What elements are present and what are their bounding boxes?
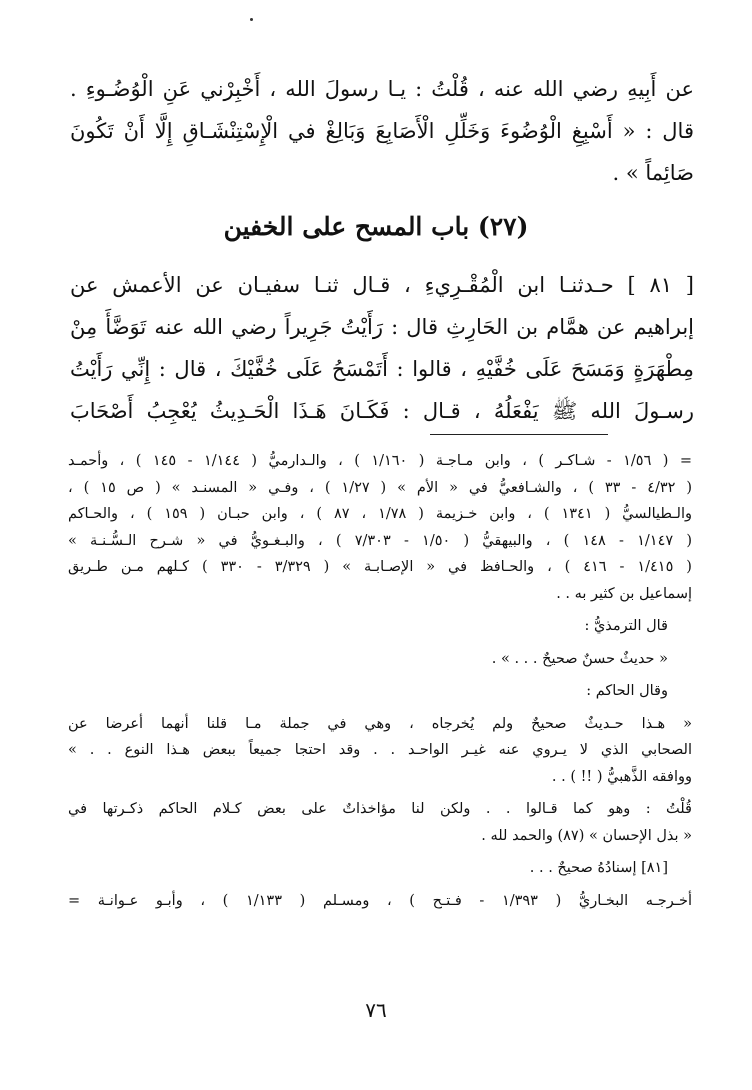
- page-speck: [250, 18, 253, 21]
- text-line: [ ٨١ ] حـدثنـا ابن الْمُقْـرِيءِ ، قـال ثنـا سفيـان عن الأعمش عن: [70, 273, 694, 297]
- text-line: عن أَبِيهِ رضي الله عنه ، قُلْتُ : يـا رسولَ الله ، أَخْبِرْني عَنِ الْوُضُـوءِ .: [70, 77, 694, 101]
- footnote-line: الصحابي الذي لا يـروي عنه غيـر الواحـد . . وقد احتجا جميعاً ببعض هـذا النوع . . »: [68, 742, 692, 758]
- footnote-line: قُلْتُ : وهو كما قـالوا . . ولكن لنا مؤاخذاتٌ على بعض كـلام الحاكم ذكـرتها في: [68, 801, 692, 817]
- footnote-line: ( ١/١٤٧ - ١٤٨ ) ، والبيهقيُّ ( ١/٥٠ - ٧/٣٠٣ ) ، والبـغـويُّ في « شـرح الـسُّـنـة »: [68, 532, 692, 549]
- footnote-line: = ( ١/٥٦ - شـاكـر ) ، وابن مـاجـة ( ١/١٦٠ ) ، والـدارميُّ ( ١/١٤٤ - ١٤٥ ) ، وأحمـد: [68, 453, 693, 469]
- chapter-heading: (٢٧) باب المسح على الخفين: [223, 212, 529, 241]
- text-line: مِطْهَرَةٍ وَمَسَحَ عَلَى خُفَّيْهِ ، قالوا : أَتَمْسَحُ عَلَى خُفَّيْكَ ، قال : إِنِّي رَأَيْتُ: [70, 357, 694, 381]
- hadith-text: [70, 264, 694, 432]
- footnote-line: والـطيالسيُّ ( ١٣٤١ ) ، وابن خـزيمة ( ١/٧٨ ، ٨٧ ) ، وابن حبـان ( ١٥٩ ) ، والحـاكم: [68, 506, 692, 522]
- footnote-separator: [430, 434, 608, 435]
- footnotes: [68, 448, 692, 914]
- footnote-line: « بذل الإحسان » (٨٧) والحمد لله .: [481, 827, 692, 844]
- text-line: قال : « أَسْبِغِ الْوُضُوءَ وَخَلِّلِ الْأَصَابِعَ وَبَالِغْ في الْإِسْتِنْشَـاقِ إِلَّا أَنْ تَكُونَ: [70, 119, 694, 143]
- footnote-line: قال الترمذيُّ :: [584, 618, 668, 634]
- text-line: رسـولَ الله ﷺ يَفْعَلُهُ ، قـال : فَكَـانَ هَـذَا الْحَـدِيثُ يُعْجِبُ أَصْحَابَ: [70, 399, 694, 423]
- footnote-line: أخـرجـه البخـاريُّ ( ١/٣٩٣ - فـتـح ) ، ومسـلم ( ١/١٣٣ ) ، وأبـو عـوانـة =: [68, 892, 692, 909]
- text-line: إبراهيم عن همَّام بن الحَارِثِ قال : رَأَيْتُ جَرِيراً رضي الله عنه تَوَضَّأَ مِنْ: [70, 315, 694, 339]
- footnote-line: « هـذا حـديثٌ صحيحٌ ولم يُخرجاه ، وهي في جملة مـا قلنا أنهما أعرضا عن: [68, 715, 692, 732]
- previous-hadith-text: [70, 68, 694, 194]
- footnote-line: ووافقه الذَّهبيُّ ( !! ) . .: [551, 768, 692, 785]
- footnote-line: [٨١] إسنادُهُ صحيحٌ . . .: [529, 860, 668, 876]
- footnote-line: وقال الحاكم :: [586, 683, 668, 699]
- footnote-line: ( ٤/٣٢ - ٣٣ ) ، والشـافعيُّ في « الأم » ( ١/٢٧ ) ، وفـي « المسنـد » ( ص ١٥ ) ،: [68, 479, 692, 496]
- footnote-line: « حديثٌ حسنٌ صحيحٌ . . . » .: [491, 650, 668, 667]
- page-number: ٧٦: [365, 998, 387, 1022]
- text-line: صَائِماً » .: [612, 161, 694, 185]
- footnote-line: إسماعيل بن كثير به . .: [556, 585, 692, 602]
- footnote-line: ( ١/٤١٥ - ٤١٦ ) ، والحـافظ في « الإصـابـة » ( ٣/٣٢٩ - ٣٣٠ ) كـلهم مـن طـريق: [68, 559, 692, 575]
